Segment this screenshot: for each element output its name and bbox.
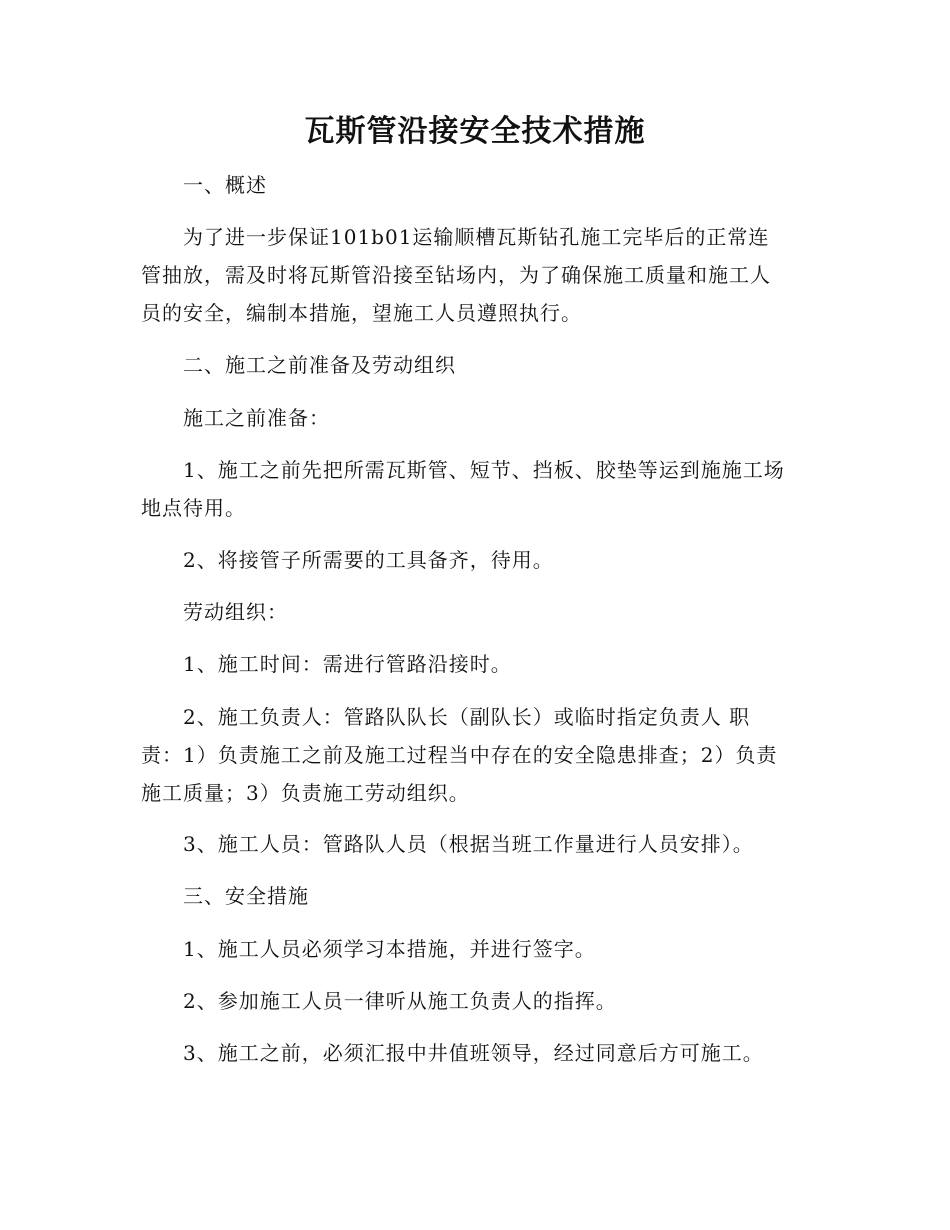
text-line: 1、施工时间：需进行管路沿接时。	[141, 652, 512, 676]
text-line: 一、概述	[141, 173, 267, 197]
text-line: 3、施工人员：管路队人员（根据当班工作量进行人员安排）。	[141, 832, 754, 856]
list-item-safety-1	[141, 930, 821, 968]
text-line: 施工之前准备：	[141, 406, 330, 430]
text-line: 2、施工负责人：管路队队长（副队长）或临时指定负责人 职	[141, 705, 751, 729]
text-line: 2、参加施工人员一律听从施工负责人的指挥。	[141, 989, 617, 1013]
paragraph-purpose	[141, 218, 821, 332]
text-line: 责：1）负责施工之前及施工过程当中存在的安全隐患排查；2）负责	[141, 743, 778, 767]
list-item-prep-1	[141, 451, 821, 527]
section-heading-overview	[141, 166, 821, 204]
text-line: 为了进一步保证101b01运输顺槽瓦斯钻孔施工完毕后的正常连	[141, 225, 770, 249]
text-line: 地点待用。	[141, 496, 246, 520]
list-item-labor-3	[141, 825, 821, 863]
list-item-safety-2	[141, 982, 821, 1020]
subheading-labor	[141, 593, 821, 631]
text-line: 1、施工人员必须学习本措施，并进行签字。	[141, 937, 596, 961]
text-line: 施工质量；3）负责施工劳动组织。	[141, 781, 470, 805]
text-line: 二、施工之前准备及劳动组织	[141, 353, 456, 377]
section-heading-safety	[141, 877, 821, 915]
text-line: 2、将接管子所需要的工具备齐，待用。	[141, 548, 554, 572]
text-line: 劳动组织：	[141, 600, 288, 624]
text-line: 员的安全，编制本措施，望施工人员遵照执行。	[141, 301, 582, 325]
text-line: 3、施工之前，必须汇报中井值班领导，经过同意后方可施工。	[141, 1041, 764, 1065]
list-item-labor-1	[141, 645, 821, 683]
list-item-safety-3	[141, 1034, 821, 1072]
text-line: 1、施工之前先把所需瓦斯管、短节、挡板、胶垫等运到施施工场	[141, 458, 785, 482]
list-item-prep-2	[141, 541, 821, 579]
text-line: 三、安全措施	[141, 884, 309, 908]
section-heading-preparation	[141, 346, 821, 384]
text-line: 管抽放，需及时将瓦斯管沿接至钻场内，为了确保施工质量和施工人	[141, 263, 771, 287]
list-item-labor-2	[141, 698, 821, 812]
subheading-preparation	[141, 399, 821, 437]
document-title: 瓦斯管沿接安全技术措施	[304, 114, 646, 149]
